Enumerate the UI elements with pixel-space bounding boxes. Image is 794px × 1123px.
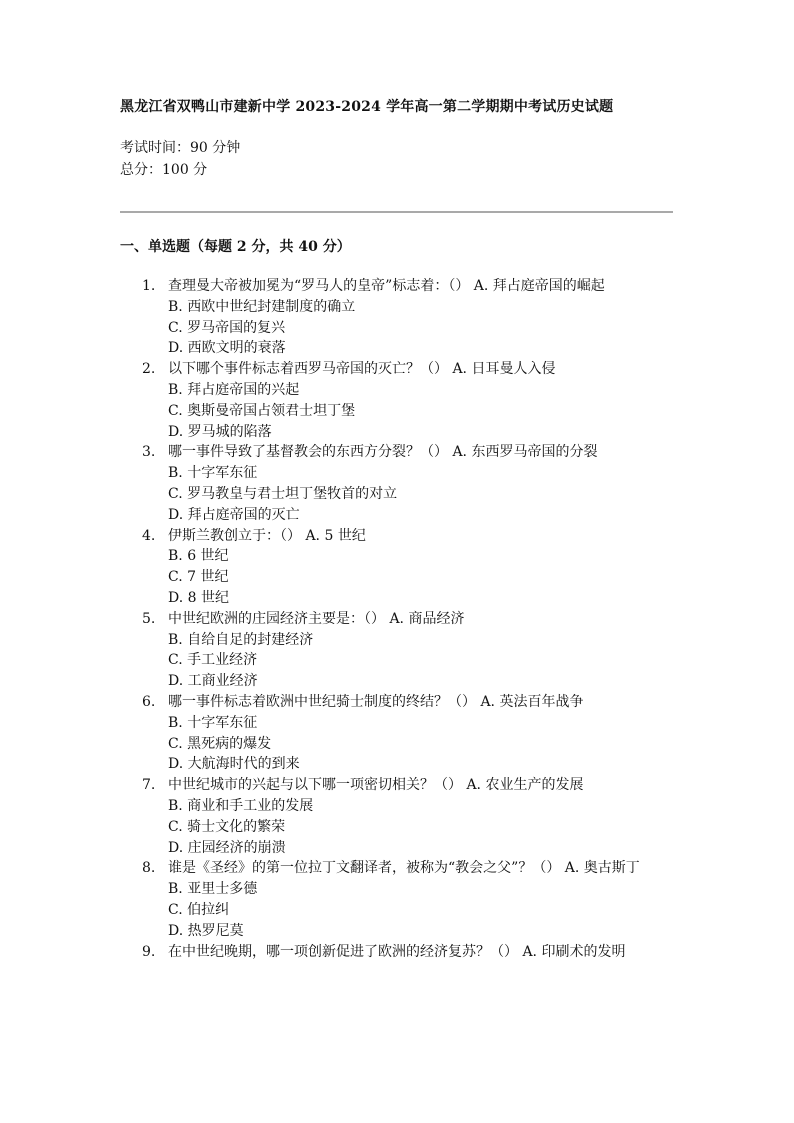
question-stem: 中世纪城市的兴起与以下哪一项密切相关？（） A. 农业生产的发展	[168, 777, 584, 794]
answer-option: B. 自给自足的封建经济	[168, 631, 314, 648]
answer-option: B. 十字军东征	[168, 465, 258, 482]
question-number: 5.	[142, 610, 156, 627]
question-stem: 伊斯兰教创立于：（） A. 5 世纪	[168, 527, 366, 544]
question-item	[142, 775, 672, 796]
question-number: 1.	[142, 278, 156, 294]
question-number: 3.	[142, 444, 156, 461]
question-number: 9.	[142, 943, 156, 960]
section-title: 一、单选题（每题 2 分，共 40 分）	[120, 239, 351, 255]
question-stem: 查理曼大帝被加冕为“罗马人的皇帝”标志着：（） A. 拜占庭帝国的崛起	[168, 278, 605, 294]
answer-option: B. 亚里士多德	[168, 881, 258, 898]
answer-option: C. 伯拉纠	[168, 901, 230, 918]
total-score: 总分：100 分	[120, 162, 208, 178]
answer-option: D. 8 世纪	[168, 589, 229, 606]
answer-option: C. 骑士文化的繁荣	[168, 818, 286, 835]
answer-option: C. 黑死病的爆发	[168, 735, 272, 752]
exam-time: 考试时间：90 分钟	[120, 140, 241, 156]
question-item	[142, 609, 672, 630]
question-item	[142, 526, 672, 547]
answer-option: D. 热罗尼莫	[168, 922, 244, 939]
answer-option: B. 拜占庭帝国的兴起	[168, 381, 300, 398]
question-item	[142, 692, 672, 713]
question-number: 6.	[142, 693, 156, 710]
answer-option: C. 手工业经济	[168, 652, 258, 669]
answer-option: D. 大航海时代的到来	[168, 756, 300, 773]
question-item	[142, 359, 672, 380]
question-number: 4.	[142, 527, 156, 544]
answer-option: D. 罗马城的陷落	[168, 423, 272, 440]
answer-option: D. 拜占庭帝国的灭亡	[168, 506, 300, 523]
question-list	[142, 276, 672, 962]
document-title: 黑龙江省双鸭山市建新中学 2023-2024 学年高一第二学期期中考试历史试题	[120, 99, 614, 115]
question-stem: 哪一事件导致了基督教会的东西方分裂？（） A. 东西罗马帝国的分裂	[168, 444, 598, 461]
answer-option: B. 6 世纪	[168, 548, 229, 565]
question-stem: 在中世纪晚期，哪一项创新促进了欧洲的经济复苏？（） A. 印刷术的发明	[168, 943, 626, 960]
question-stem: 哪一事件标志着欧洲中世纪骑士制度的终结？（） A. 英法百年战争	[168, 693, 584, 710]
question-item	[142, 942, 672, 963]
answer-option: C. 罗马教皇与君士坦丁堡牧首的对立	[168, 485, 398, 502]
answer-option: B. 西欧中世纪封建制度的确立	[168, 298, 356, 315]
answer-option: D. 西欧文明的衰落	[168, 340, 286, 357]
question-stem: 谁是《圣经》的第一位拉丁文翻译者，被称为“教会之父”？（） A. 奥古斯丁	[168, 860, 640, 877]
question-stem: 以下哪个事件标志着西罗马帝国的灭亡？（） A. 日耳曼人入侵	[168, 361, 556, 378]
horizontal-divider	[120, 211, 673, 213]
answer-option: C. 7 世纪	[168, 569, 229, 586]
question-number: 2.	[142, 361, 156, 378]
question-number: 8.	[142, 860, 156, 877]
answer-option: B. 十字军东征	[168, 714, 258, 731]
question-stem: 中世纪欧洲的庄园经济主要是：（） A. 商品经济	[168, 610, 465, 627]
answer-option: D. 工商业经济	[168, 673, 258, 690]
question-number: 7.	[142, 777, 156, 794]
answer-option: C. 罗马帝国的复兴	[168, 319, 286, 336]
answer-option: D. 庄园经济的崩溃	[168, 839, 286, 856]
answer-option: C. 奥斯曼帝国占领君士坦丁堡	[168, 402, 356, 419]
question-item	[142, 276, 672, 297]
answer-option: B. 商业和手工业的发展	[168, 797, 314, 814]
question-item	[142, 858, 672, 879]
question-item	[142, 442, 672, 463]
